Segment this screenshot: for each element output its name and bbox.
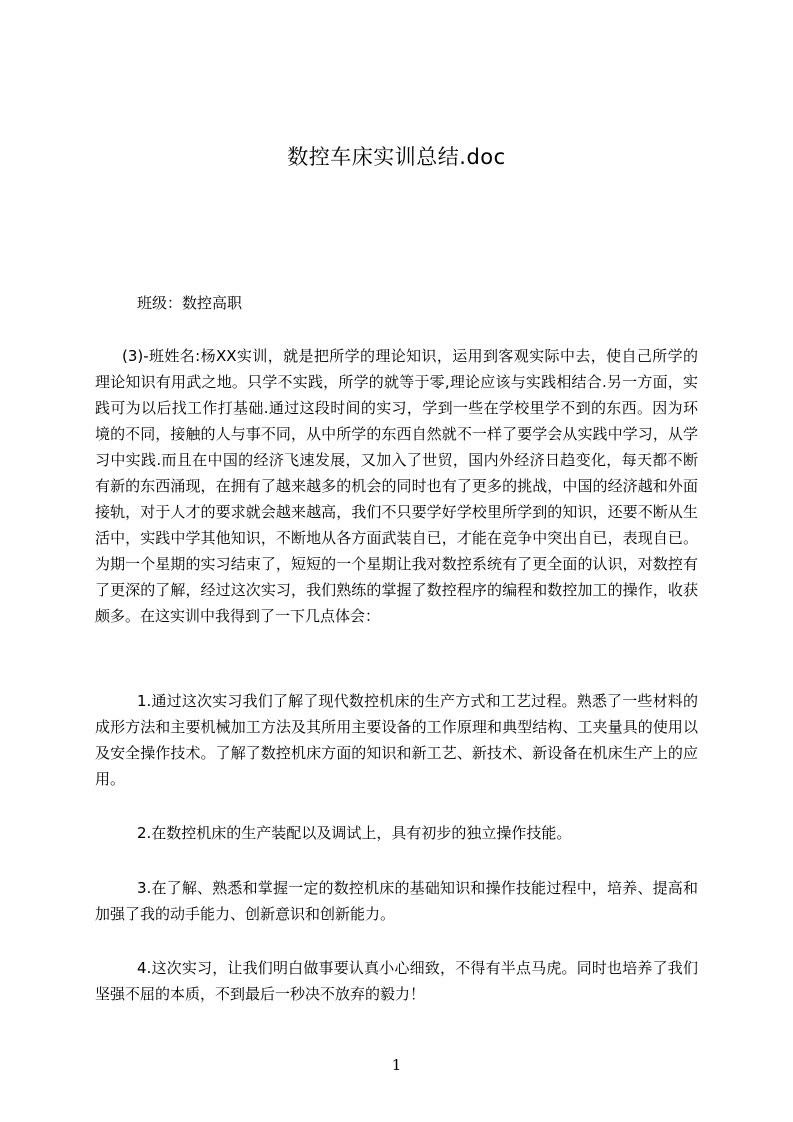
class-line: 班级：数控高职: [137, 294, 243, 312]
page-number: 1: [391, 1056, 402, 1074]
document-title: 数控车床实训总结.doc: [287, 145, 506, 169]
point-paragraph-3: 3.在了解、熟悉和掌握一定的数控机床的基础知识和操作技能过程中，培养、提高和加强了我的动手能力、创新意识和创新能力。: [95, 879, 698, 923]
point-paragraph-2: 2.在数控机床的生产装配以及调试上，具有初步的独立操作技能。: [137, 824, 572, 842]
point-paragraph-4: 4.这次实习，让我们明白做事要认真小心细致，不得有半点马虎。同时也培养了我们坚强不屈的本质，不到最后一秒决不放弃的毅力！: [95, 959, 698, 1003]
point-paragraph-1: 1.通过这次实习我们了解了现代数控机床的生产方式和工艺过程。熟悉了一些材料的成形方法和主要机械加工方法及其所用主要设备的工作原理和典型结构、工夹量具的使用以及安全操作技术。了解了数控机床方面的知识和新工艺、新技术、新设备在机床生产上的应用。: [95, 692, 698, 788]
intro-paragraph: (3)-班姓名:杨XX实训，就是把所学的理论知识，运用到客观实际中去，使自己所学的理论知识有用武之地。只学不实践，所学的就等于零,理论应该与实践相结合.另一方面，实践可为以后找工作打基础.通过这段时间的实习，学到一些在学校里学不到的东西。因为环境的不同，接触的人与事不同，从中所学的东西自然就不一样了要学会从实践中学习，从学习中实践.而且在中国的经济飞速发展，又加入了世贸，国内外经济日趋变化，每天都不断有新的东西涌现，在拥有了越来越多的机会的同时也有了更多的挑战，中国的经济越和外面接轨，对于人才的要求就会越来越高，我们不只要学好学校里所学到的知识，还要不断从生活中，实践中学其他知识，不断地从各方面武装自已，才能在竞争中突出自已，表现自已。为期一个星期的实习结束了，短短的一个星期让我对数控系统有了更全面的认识，对数控有了更深的了解，经过这次实习，我们熟练的掌握了数控程序的编程和数控加工的操作，收获颇多。在这实训中我得到了一下几点体会：: [95, 347, 698, 625]
